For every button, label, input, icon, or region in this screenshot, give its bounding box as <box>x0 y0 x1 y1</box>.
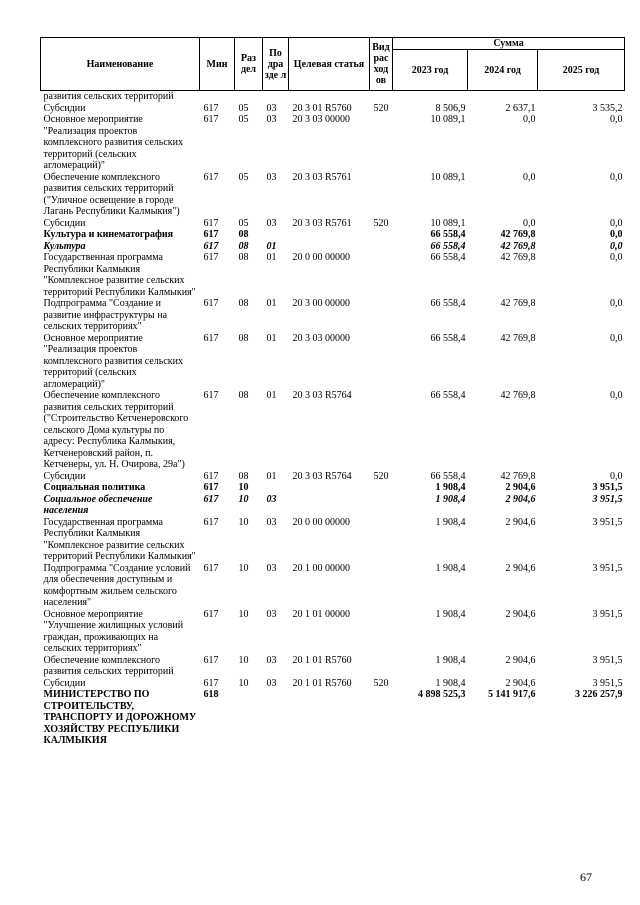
header-podrazdel: По дра зде л <box>263 38 289 91</box>
table-row <box>41 103 625 115</box>
row-razdel: 10 <box>238 654 249 666</box>
row-target: 20 1 01 R5760 <box>292 677 352 689</box>
row-target: 20 3 03 00000 <box>292 114 350 125</box>
row-sum-2023 <box>393 91 468 103</box>
row-sum-2024: 42 769,8 <box>500 252 536 263</box>
row-target <box>289 229 370 241</box>
row-min: 618 <box>203 689 219 700</box>
row-target: 20 3 03 R5764 <box>292 390 352 401</box>
row-sum-2025: 0,0 <box>610 229 623 240</box>
row-name: Подпрограмма "Создание и развитие инфраструктуры на сельских территориях" <box>43 298 168 332</box>
row-razdel: 05 <box>238 217 249 229</box>
row-target: 20 3 00 00000 <box>292 298 350 309</box>
row-sum-2023: 10 089,1 <box>430 114 466 125</box>
row-sum-2023: 1 908,4 <box>435 562 466 574</box>
table-row <box>41 517 625 563</box>
table-body <box>41 91 625 747</box>
row-name: Субсидии <box>43 217 86 229</box>
row-podrazdel: 03 <box>266 654 277 666</box>
row-min: 617 <box>203 171 219 183</box>
row-name: Культура и кинематография <box>43 229 174 240</box>
row-razdel <box>235 689 263 747</box>
row-sum-2023: 1 908,4 <box>435 677 466 689</box>
row-sum-2025: 3 951,5 <box>592 562 623 574</box>
row-min: 617 <box>203 493 219 505</box>
row-razdel: 08 <box>238 470 249 482</box>
row-sum-2025: 0,0 <box>610 332 623 344</box>
row-sum-2023: 66 558,4 <box>430 390 466 401</box>
row-name: Обеспечение комплексного развития сельских территорий ("Строительство Кетченеровского сельского Дома культуры по адресу: Республика Калмыкия, Кетченеровский район, п. Кетченеры, ул. Н. Очирова, 29а") <box>43 390 189 470</box>
table-row <box>41 494 625 517</box>
row-sum-2023: 66 558,4 <box>430 229 466 240</box>
row-razdel: 05 <box>238 171 249 183</box>
header-2024: 2024 год <box>468 50 538 91</box>
row-razdel: 10 <box>238 677 249 689</box>
row-podrazdel <box>263 482 289 494</box>
row-sum-2025: 0,0 <box>610 217 623 229</box>
row-vid <box>370 494 393 517</box>
row-vid <box>370 655 393 678</box>
row-razdel: 08 <box>238 332 249 344</box>
row-sum-2023: 1 908,4 <box>435 482 466 493</box>
row-razdel: 10 <box>238 608 249 620</box>
row-name: Обеспечение комплексного развития сельских территорий ("Уличное освещение в городе Лагань Республики Калмыкия") <box>43 171 180 217</box>
row-podrazdel: 03 <box>266 562 277 574</box>
row-name: Субсидии <box>43 102 86 114</box>
row-min: 617 <box>203 516 219 528</box>
row-podrazdel: 03 <box>266 217 277 229</box>
row-min: 617 <box>203 298 219 309</box>
row-sum-2024: 0,0 <box>523 171 536 183</box>
row-razdel: 05 <box>238 114 249 125</box>
row-name: Государственная программа Республики Калмыкия "Комплексное развитие сельских территорий Республики Калмыкия" <box>43 516 196 562</box>
header-2023: 2023 год <box>393 50 468 91</box>
row-vid: 520 <box>373 470 389 482</box>
row-podrazdel <box>263 229 289 241</box>
row-vid <box>370 252 393 298</box>
table-row <box>41 91 625 103</box>
row-sum-2025: 0,0 <box>610 114 623 125</box>
header-razdel: Раз дел <box>235 38 263 91</box>
row-sum-2023: 1 908,4 <box>435 493 466 505</box>
row-name: Основное мероприятие "Реализация проектов комплексного развития сельских территорий (сельских агломераций)" <box>43 114 184 171</box>
row-sum-2023: 66 558,4 <box>430 252 466 263</box>
row-vid <box>370 390 393 471</box>
row-sum-2023: 8 506,9 <box>435 102 466 114</box>
header-2025: 2025 год <box>538 50 625 91</box>
row-razdel: 10 <box>238 562 249 574</box>
row-name: Государственная программа Республики Калмыкия "Комплексное развитие сельских территорий Республики Калмыкия" <box>43 252 196 298</box>
row-sum-2024: 2 904,6 <box>505 608 536 620</box>
header-sum: Сумма <box>393 38 625 50</box>
row-podrazdel: 03 <box>266 516 277 528</box>
row-podrazdel: 03 <box>266 493 277 505</box>
row-vid <box>370 689 393 747</box>
row-sum-2024: 5 141 917,6 <box>488 689 536 700</box>
row-name: Обеспечение комплексного развития сельских территорий <box>43 654 174 677</box>
row-sum-2025: 3 226 257,9 <box>575 689 623 700</box>
row-sum-2023: 10 089,1 <box>430 217 466 229</box>
row-min: 617 <box>203 102 219 114</box>
row-sum-2024: 42 769,8 <box>500 240 536 252</box>
row-vid: 520 <box>373 102 389 114</box>
row-min: 617 <box>203 240 219 252</box>
row-sum-2024: 2 904,6 <box>505 654 536 666</box>
table-row <box>41 678 625 690</box>
header-target: Целевая статья <box>289 38 370 91</box>
header-name: Наименование <box>41 38 200 91</box>
row-sum-2024: 2 904,6 <box>505 482 536 493</box>
row-sum-2025: 0,0 <box>610 470 623 482</box>
table-row <box>41 172 625 218</box>
row-min: 617 <box>203 482 219 493</box>
row-podrazdel: 01 <box>266 332 277 344</box>
row-sum-2025: 0,0 <box>610 252 623 263</box>
row-podrazdel: 01 <box>266 298 277 309</box>
row-sum-2023: 1 908,4 <box>435 608 466 620</box>
row-sum-2024: 2 904,6 <box>505 677 536 689</box>
table-row <box>41 390 625 471</box>
row-min: 617 <box>203 677 219 689</box>
table-row <box>41 218 625 230</box>
row-sum-2024: 42 769,8 <box>500 390 536 401</box>
table-row <box>41 114 625 172</box>
row-vid <box>370 229 393 241</box>
row-podrazdel <box>263 91 289 103</box>
row-sum-2023: 1 908,4 <box>435 654 466 666</box>
row-target <box>289 241 370 253</box>
row-target: 20 0 00 00000 <box>292 252 350 263</box>
row-vid <box>370 91 393 103</box>
row-sum-2023: 66 558,4 <box>430 298 466 309</box>
row-vid <box>370 241 393 253</box>
row-vid <box>370 172 393 218</box>
row-min: 617 <box>203 654 219 666</box>
row-target: 20 1 00 00000 <box>292 562 350 574</box>
row-podrazdel: 01 <box>266 240 277 252</box>
table-row <box>41 471 625 483</box>
row-target <box>289 91 370 103</box>
row-min: 617 <box>203 229 219 240</box>
row-sum-2025: 3 951,5 <box>592 493 623 505</box>
row-target <box>289 689 370 747</box>
row-target: 20 1 01 00000 <box>292 608 350 620</box>
table-row <box>41 241 625 253</box>
row-razdel: 08 <box>238 298 249 309</box>
row-vid <box>370 333 393 391</box>
table-row <box>41 229 625 241</box>
row-vid <box>370 517 393 563</box>
row-sum-2025: 3 951,5 <box>592 677 623 689</box>
row-vid: 520 <box>373 217 389 229</box>
row-sum-2024: 42 769,8 <box>500 332 536 344</box>
row-min: 617 <box>203 470 219 482</box>
row-sum-2025: 0,0 <box>610 390 623 401</box>
row-razdel: 08 <box>238 240 249 252</box>
row-sum-2023: 66 558,4 <box>430 240 466 252</box>
row-sum-2025: 3 951,5 <box>592 654 623 666</box>
row-target: 20 1 01 R5760 <box>292 654 352 666</box>
row-podrazdel: 01 <box>266 390 277 401</box>
row-razdel <box>235 91 263 103</box>
row-sum-2023: 66 558,4 <box>430 470 466 482</box>
row-sum-2025 <box>538 91 625 103</box>
row-sum-2025: 0,0 <box>610 298 623 309</box>
row-min: 617 <box>203 332 219 344</box>
row-target: 20 3 03 R5764 <box>292 470 352 482</box>
row-sum-2025: 3 951,5 <box>592 516 623 528</box>
row-name: Социальное обеспечение населения <box>43 493 153 516</box>
row-sum-2023: 66 558,4 <box>430 332 466 344</box>
row-podrazdel: 01 <box>266 252 277 263</box>
row-sum-2024: 2 904,6 <box>505 493 536 505</box>
row-target: 20 0 00 00000 <box>292 516 350 528</box>
table-row <box>41 563 625 609</box>
row-min: 617 <box>203 114 219 125</box>
row-name: Подпрограмма "Создание условий для обеспечения доступным и комфортным жильем сельского населения" <box>43 562 191 608</box>
row-name: МИНИСТЕРСТВО ПО СТРОИТЕЛЬСТВУ, ТРАНСПОРТУ И ДОРОЖНОМУ ХОЗЯЙСТВУ РЕСПУБЛИКИ КАЛМЫКИЯ <box>43 689 197 746</box>
row-podrazdel <box>263 689 289 747</box>
page-number: 67 <box>580 870 592 884</box>
row-min: 617 <box>203 252 219 263</box>
row-sum-2024: 42 769,8 <box>500 229 536 240</box>
row-vid <box>370 298 393 333</box>
table-row <box>41 689 625 747</box>
row-sum-2024: 2 637,1 <box>505 102 536 114</box>
row-sum-2023: 10 089,1 <box>430 171 466 183</box>
row-razdel: 08 <box>238 252 249 263</box>
table-row <box>41 298 625 333</box>
row-razdel: 10 <box>238 516 249 528</box>
row-min <box>200 91 235 103</box>
table-row <box>41 482 625 494</box>
row-target: 20 3 01 R5760 <box>292 102 352 114</box>
row-sum-2023: 1 908,4 <box>435 516 466 528</box>
row-razdel: 10 <box>238 493 249 505</box>
row-sum-2024: 42 769,8 <box>500 298 536 309</box>
row-name: Социальная политика <box>43 482 146 493</box>
row-target: 20 3 03 R5761 <box>292 171 352 183</box>
row-name: Субсидии <box>43 677 86 689</box>
row-sum-2024 <box>468 91 538 103</box>
row-podrazdel: 03 <box>266 102 277 114</box>
table-header <box>41 38 625 91</box>
row-sum-2025: 3 951,5 <box>592 608 623 620</box>
row-min: 617 <box>203 562 219 574</box>
row-vid <box>370 563 393 609</box>
table-row <box>41 252 625 298</box>
row-name: Основное мероприятие "Реализация проектов комплексного развития сельских территорий (сельских агломераций)" <box>43 332 184 390</box>
row-sum-2025: 3 535,2 <box>592 102 623 114</box>
row-target: 20 3 03 R5761 <box>292 217 352 229</box>
row-target <box>289 482 370 494</box>
row-vid <box>370 609 393 655</box>
row-razdel: 05 <box>238 102 249 114</box>
row-sum-2025: 0,0 <box>610 240 623 252</box>
header-min: Мин <box>200 38 235 91</box>
row-name: Культура <box>43 240 86 252</box>
row-sum-2024: 2 904,6 <box>505 562 536 574</box>
row-min: 617 <box>203 390 219 401</box>
row-name: Субсидии <box>43 470 86 482</box>
row-vid <box>370 482 393 494</box>
header-vid: Вид рас ход ов <box>370 38 393 91</box>
row-sum-2023: 4 898 525,3 <box>418 689 466 700</box>
row-razdel: 08 <box>238 390 249 401</box>
row-min: 617 <box>203 217 219 229</box>
row-target: 20 3 03 00000 <box>292 332 350 344</box>
row-podrazdel: 03 <box>266 114 277 125</box>
row-vid <box>370 114 393 172</box>
table-row <box>41 609 625 655</box>
row-min: 617 <box>203 608 219 620</box>
row-podrazdel: 03 <box>266 171 277 183</box>
table-row <box>41 655 625 678</box>
table-row <box>41 333 625 391</box>
budget-table <box>40 37 625 747</box>
row-sum-2024: 0,0 <box>523 217 536 229</box>
row-sum-2024: 0,0 <box>523 114 536 125</box>
row-razdel: 10 <box>238 482 249 493</box>
row-podrazdel: 03 <box>266 677 277 689</box>
row-name: Основное мероприятие "Улучшение жилищных условий граждан, проживающих на сельских территориях" <box>43 608 184 654</box>
row-sum-2025: 0,0 <box>610 171 623 183</box>
row-sum-2024: 42 769,8 <box>500 470 536 482</box>
row-name: развития сельских территорий <box>43 91 174 102</box>
row-sum-2025: 3 951,5 <box>592 482 623 493</box>
row-podrazdel: 01 <box>266 470 277 482</box>
row-target <box>289 494 370 517</box>
row-sum-2024: 2 904,6 <box>505 516 536 528</box>
row-vid: 520 <box>373 677 389 689</box>
row-podrazdel: 03 <box>266 608 277 620</box>
row-razdel: 08 <box>238 229 249 240</box>
